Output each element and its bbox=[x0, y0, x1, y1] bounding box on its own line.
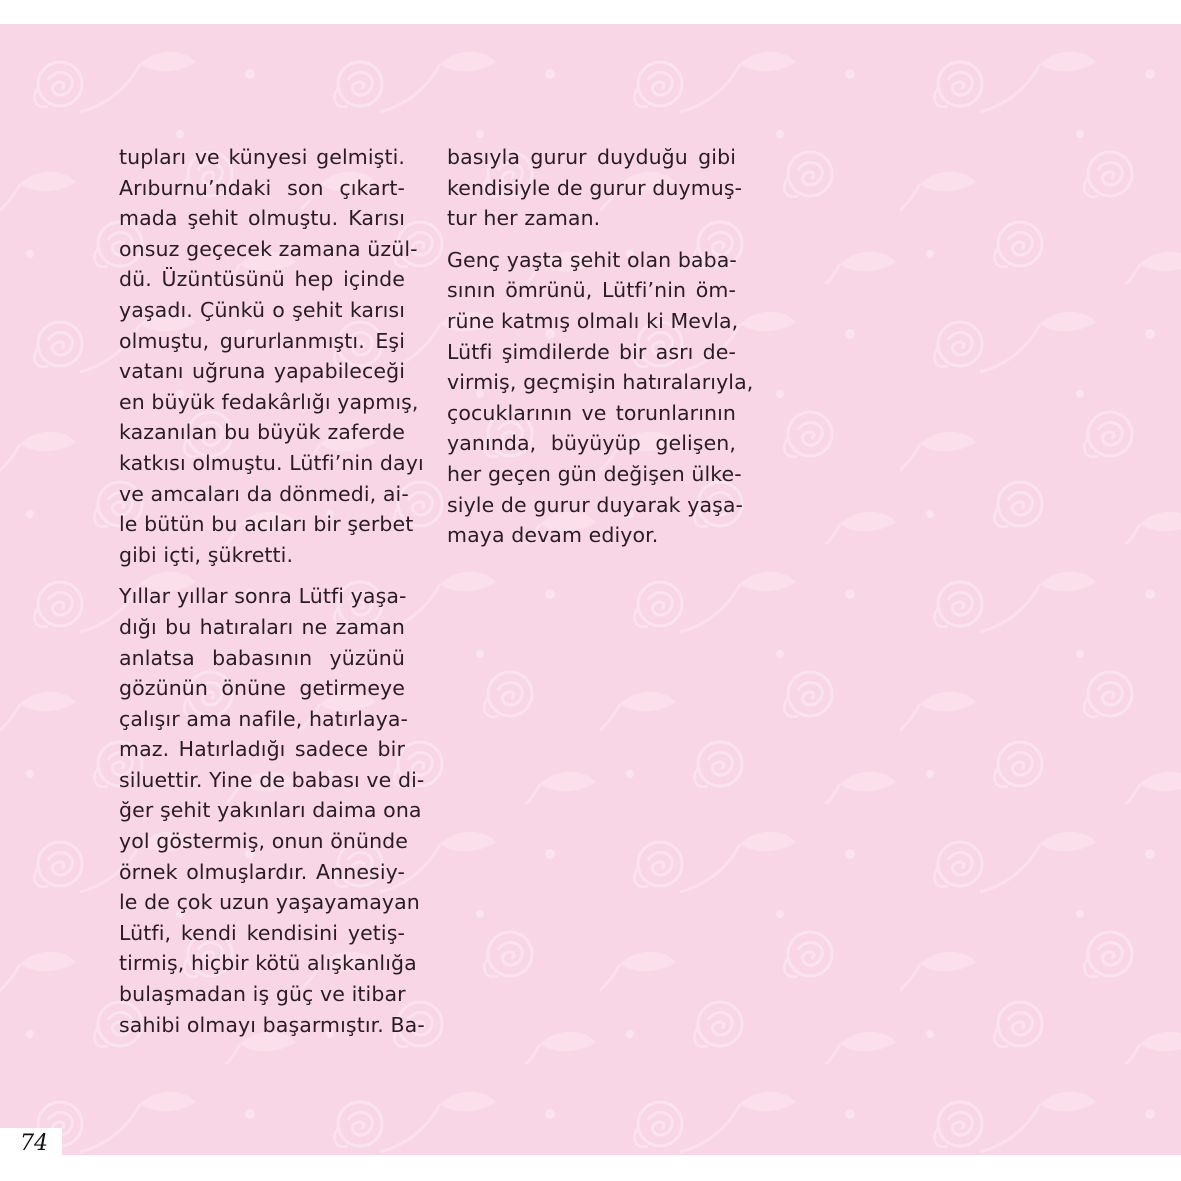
text-line: bulaşmadan iş güç ve itibar bbox=[119, 982, 406, 1007]
paragraph bbox=[447, 245, 754, 551]
text-line: onsuz geçecek zamana üzül- bbox=[119, 236, 418, 261]
text-line: siluettir. Yine de babası ve di- bbox=[119, 767, 425, 792]
text-line: katkısı olmuştu. Lütfi’nin dayı bbox=[119, 450, 424, 475]
text-line: le de çok uzun yaşayamayan bbox=[119, 890, 420, 915]
text-line: vatanı uğruna yapabileceği bbox=[119, 359, 405, 384]
text-line: olmuştu, gururlanmıştı. Eşi bbox=[119, 328, 405, 353]
text-line: dü. Üzüntüsünü hep içinde bbox=[119, 267, 405, 292]
text-line: ğer şehit yakınları daima ona bbox=[119, 798, 422, 823]
text-line: tur her zaman. bbox=[447, 206, 601, 231]
text-line: rüne katmış olmalı ki Mevla, bbox=[447, 308, 739, 333]
text-line: sahibi olmayı başarmıştır. Ba- bbox=[119, 1012, 425, 1037]
text-line: sının ömrünü, Lütfi’nin öm- bbox=[447, 278, 736, 303]
text-line: Lütfi şimdilerde bir asrı de- bbox=[447, 339, 736, 364]
text-line: maya devam ediyor. bbox=[447, 523, 659, 548]
text-line: siyle de gurur duyarak yaşa- bbox=[447, 492, 744, 517]
text-line: Genç yaşta şehit olan baba- bbox=[447, 247, 737, 272]
text-line: virmiş, geçmişin hatıralarıyla, bbox=[447, 370, 754, 395]
text-line: Yıllar yıllar sonra Lütfi yaşa- bbox=[119, 584, 407, 609]
text-line: örnek olmuşlardır. Annesiy- bbox=[119, 859, 405, 884]
paragraph bbox=[119, 581, 425, 1040]
text-line: ve amcaları da dönmedi, ai- bbox=[119, 481, 409, 506]
text-line: kendisiyle de gurur duymuş- bbox=[447, 175, 743, 200]
text-line: le bütün bu acıları bir şerbet bbox=[119, 512, 414, 537]
left-text-column bbox=[119, 142, 425, 1051]
text-line: maz. Hatırladığı sadece bir bbox=[119, 737, 405, 762]
text-line: dığı bu hatıraları ne zaman bbox=[119, 614, 405, 639]
text-line: yanında, büyüyüp gelişen, bbox=[447, 431, 736, 456]
paragraph bbox=[119, 142, 424, 570]
text-line: çalışır ama nafile, hatırlaya- bbox=[119, 706, 409, 731]
text-line: yol göstermiş, onun önünde bbox=[119, 829, 408, 854]
text-line: Arıburnu’ndaki son çıkart- bbox=[119, 175, 405, 200]
text-line: anlatsa babasının yüzünü bbox=[119, 645, 405, 670]
text-line: gibi içti, şükretti. bbox=[119, 542, 294, 567]
text-line: her geçen gün değişen ülke- bbox=[447, 461, 742, 486]
text-line: Lütfi, kendi kendisini yetiş- bbox=[119, 920, 405, 945]
text-line: tupları ve künyesi gelmişti. bbox=[119, 145, 405, 169]
text-line: mada şehit olmuştu. Karısı bbox=[119, 206, 405, 231]
text-line: yaşadı. Çünkü o şehit karısı bbox=[119, 297, 405, 322]
page-number: 74 bbox=[20, 1131, 48, 1156]
text-line: en büyük fedakârlığı yapmış, bbox=[119, 389, 419, 414]
text-line: basıyla gurur duyduğu gibi bbox=[447, 145, 736, 169]
paragraph bbox=[447, 142, 743, 234]
text-line: kazanılan bu büyük zaferde bbox=[119, 420, 405, 445]
text-line: tirmiş, hiçbir kötü alışkanlığa bbox=[119, 951, 417, 976]
text-line: gözünün önüne getirmeye bbox=[119, 676, 405, 701]
text-line: çocuklarının ve torunlarının bbox=[447, 400, 736, 425]
right-text-column bbox=[447, 142, 754, 562]
